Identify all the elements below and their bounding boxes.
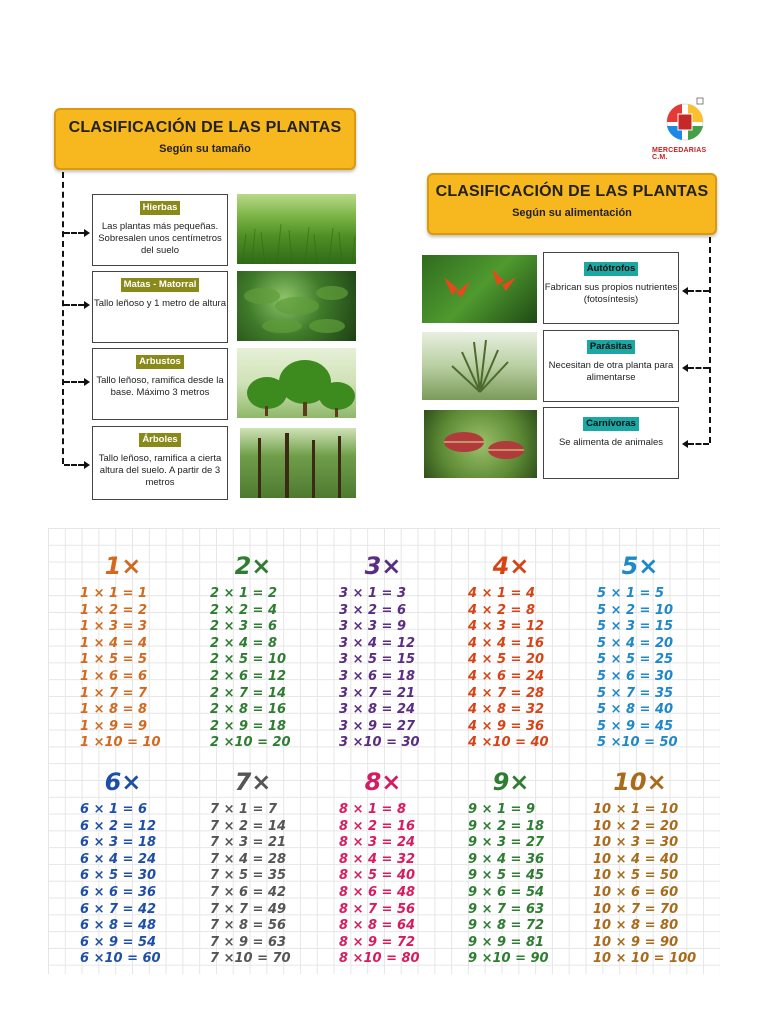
table-10-row: 10 × 2 = 20 xyxy=(593,818,679,834)
table-1-row: 1 ×10 = 10 xyxy=(80,735,161,751)
table-6-row: 6 × 9 = 54 xyxy=(80,934,157,950)
size-text: Tallo leñoso, ramifica a cierta altura del suelo. A partir de 3 metros xyxy=(98,453,222,488)
table-3-row: 3 ×10 = 30 xyxy=(339,735,420,751)
table-3-row: 3 × 3 = 9 xyxy=(339,619,407,635)
table-6-row: 6 × 3 = 18 xyxy=(80,835,157,851)
table-9-row: 9 ×10 = 90 xyxy=(468,951,549,967)
table-5-row: 5 × 7 = 35 xyxy=(597,685,674,701)
table-6-title: 6× xyxy=(104,768,142,796)
table-2-row: 2 × 8 = 16 xyxy=(210,702,287,718)
table-2-row: 2 × 2 = 4 xyxy=(210,602,278,618)
table-7-row: 7 × 9 = 63 xyxy=(210,934,287,950)
table-10-row: 10 × 1 = 10 xyxy=(593,802,679,817)
table-1-row: 1 × 9 = 9 xyxy=(80,718,148,734)
size-text: Tallo leñoso, ramifica desde la base. Máximo 3 metros xyxy=(96,375,224,398)
table-7-row: 7 × 5 = 35 xyxy=(210,868,287,884)
table-5-row: 5 × 3 = 15 xyxy=(597,619,674,635)
table-7-row: 7 × 2 = 14 xyxy=(210,818,287,834)
table-1-title: 1× xyxy=(104,552,142,580)
table-7-row: 7 × 6 = 42 xyxy=(210,885,287,900)
table-5-row: 5 × 9 = 45 xyxy=(597,718,674,734)
table-4-row: 4 × 8 = 32 xyxy=(468,702,545,718)
table-10-row: 10 × 6 = 60 xyxy=(593,885,679,900)
table-5-row: 5 × 1 = 5 xyxy=(597,586,665,601)
table-4-row: 4 × 2 = 8 xyxy=(468,602,536,618)
table-3-row: 3 × 6 = 18 xyxy=(339,669,416,684)
size-tag: Arbustos xyxy=(136,355,184,369)
table-4-row: 4 × 1 = 4 xyxy=(468,586,536,601)
table-4-row: 4 × 4 = 16 xyxy=(468,635,545,651)
food-text: Se alimenta de animales xyxy=(558,437,664,448)
table-6-row: 6 × 2 = 12 xyxy=(80,818,157,834)
table-6-row: 6 × 4 = 24 xyxy=(80,851,157,867)
table-2-title: 2× xyxy=(234,552,272,580)
table-7-row: 7 × 1 = 7 xyxy=(210,802,278,817)
table-1-row: 1 × 2 = 2 xyxy=(80,602,148,618)
table-10-row: 10 × 4 = 40 xyxy=(593,851,679,867)
food-tag: Parásitas xyxy=(587,340,635,354)
table-3-row: 3 × 9 = 27 xyxy=(339,718,416,734)
table-7-row: 7 × 7 = 49 xyxy=(210,901,287,917)
table-2-row: 2 × 7 = 14 xyxy=(210,685,287,701)
table-7-row: 7 × 3 = 21 xyxy=(210,835,287,851)
table-5-row: 5 ×10 = 50 xyxy=(597,735,678,751)
size-text: Tallo leñoso y 1 metro de altura xyxy=(93,298,227,309)
table-1-row: 1 × 6 = 6 xyxy=(80,669,148,684)
table-3-row: 3 × 1 = 3 xyxy=(339,586,407,601)
table-7-row: 7 × 4 = 28 xyxy=(210,851,287,867)
logo-text: MERCEDARIAS C.M. xyxy=(652,147,707,161)
food-text: Fabrican sus propios nutrientes (fotosíntesis) xyxy=(544,282,678,305)
table-6-row: 6 × 8 = 48 xyxy=(80,918,157,934)
table-5-row: 5 × 5 = 25 xyxy=(597,652,674,668)
size-subtitle: Según su tamaño xyxy=(159,143,251,155)
table-1-row: 1 × 1 = 1 xyxy=(80,586,148,601)
table-7-row: 7 ×10 = 70 xyxy=(210,951,291,967)
table-8-row: 8 ×10 = 80 xyxy=(339,951,420,967)
table-10-title: 10× xyxy=(613,768,667,796)
table-10-row: 10 × 8 = 80 xyxy=(593,918,679,934)
table-3-row: 3 × 2 = 6 xyxy=(339,602,407,618)
table-5-title: 5× xyxy=(621,552,659,580)
table-9-row: 9 × 3 = 27 xyxy=(468,835,545,851)
table-6-row: 6 × 7 = 42 xyxy=(80,901,157,917)
size-tag: Árboles xyxy=(139,433,180,447)
table-3-row: 3 × 4 = 12 xyxy=(339,635,416,651)
table-2-row: 2 × 3 = 6 xyxy=(210,619,278,635)
table-2-row: 2 × 5 = 10 xyxy=(210,652,287,668)
table-5-row: 5 × 6 = 30 xyxy=(597,669,674,684)
table-1-row: 1 × 5 = 5 xyxy=(80,652,148,668)
table-9-title: 9× xyxy=(492,768,530,796)
table-9-row: 9 × 7 = 63 xyxy=(468,901,545,917)
table-4-row: 4 × 6 = 24 xyxy=(468,669,545,684)
food-tag: Carnívoras xyxy=(583,417,639,431)
table-10-row: 10 × 10 = 100 xyxy=(593,951,697,967)
size-tag: Matas - Matorral xyxy=(121,278,200,292)
size-text: Las plantas más pequeñas. Sobresalen unos centímetros del suelo xyxy=(98,221,222,256)
table-6-row: 6 ×10 = 60 xyxy=(80,951,161,967)
table-10-row: 10 × 9 = 90 xyxy=(593,934,679,950)
table-8-row: 8 × 5 = 40 xyxy=(339,868,416,884)
table-10-row: 10 × 7 = 70 xyxy=(593,901,679,917)
table-6-row: 6 × 1 = 6 xyxy=(80,802,148,817)
size-title: CLASIFICACIÓN DE LAS PLANTAS xyxy=(68,119,342,136)
size-tag: Hierbas xyxy=(140,201,181,215)
table-6-row: 6 × 6 = 36 xyxy=(80,885,157,900)
table-9-row: 9 × 5 = 45 xyxy=(468,868,545,884)
table-8-row: 8 × 7 = 56 xyxy=(339,901,416,917)
table-2-row: 2 × 6 = 12 xyxy=(210,669,287,684)
table-9-row: 9 × 6 = 54 xyxy=(468,885,545,900)
table-1-row: 1 × 3 = 3 xyxy=(80,619,148,635)
table-5-row: 5 × 4 = 20 xyxy=(597,635,674,651)
table-8-row: 8 × 1 = 8 xyxy=(339,802,407,817)
table-7-row: 7 × 8 = 56 xyxy=(210,918,287,934)
table-9-row: 9 × 2 = 18 xyxy=(468,818,545,834)
table-4-row: 4 × 7 = 28 xyxy=(468,685,545,701)
table-3-row: 3 × 5 = 15 xyxy=(339,652,416,668)
table-8-row: 8 × 9 = 72 xyxy=(339,934,416,950)
table-8-title: 8× xyxy=(364,768,402,796)
food-tag: Autótrofos xyxy=(584,262,639,276)
table-1-row: 1 × 4 = 4 xyxy=(80,635,148,651)
table-1-row: 1 × 8 = 8 xyxy=(80,702,148,718)
table-4-row: 4 × 9 = 36 xyxy=(468,718,545,734)
table-4-row: 4 × 5 = 20 xyxy=(468,652,545,668)
table-4-row: 4 ×10 = 40 xyxy=(468,735,549,751)
table-2-row: 2 × 9 = 18 xyxy=(210,718,287,734)
table-5-row: 5 × 2 = 10 xyxy=(597,602,674,618)
table-2-row: 2 × 1 = 2 xyxy=(210,586,278,601)
table-7-title: 7× xyxy=(234,768,272,796)
food-subtitle: Según su alimentación xyxy=(512,207,632,219)
table-8-row: 8 × 6 = 48 xyxy=(339,885,416,900)
table-5-row: 5 × 8 = 40 xyxy=(597,702,674,718)
table-3-title: 3× xyxy=(364,552,402,580)
table-9-row: 9 × 9 = 81 xyxy=(468,934,545,950)
table-6-row: 6 × 5 = 30 xyxy=(80,868,157,884)
table-8-row: 8 × 2 = 16 xyxy=(339,818,416,834)
table-2-row: 2 ×10 = 20 xyxy=(210,735,291,751)
table-8-row: 8 × 8 = 64 xyxy=(339,918,416,934)
table-3-row: 3 × 8 = 24 xyxy=(339,702,416,718)
table-9-row: 9 × 4 = 36 xyxy=(468,851,545,867)
table-9-row: 9 × 8 = 72 xyxy=(468,918,545,934)
table-4-title: 4× xyxy=(492,552,530,580)
table-3-row: 3 × 7 = 21 xyxy=(339,685,416,701)
table-8-row: 8 × 4 = 32 xyxy=(339,851,416,867)
table-9-row: 9 × 1 = 9 xyxy=(468,802,536,817)
table-2-row: 2 × 4 = 8 xyxy=(210,635,278,651)
table-1-row: 1 × 7 = 7 xyxy=(80,685,148,701)
table-10-row: 10 × 3 = 30 xyxy=(593,835,679,851)
food-title: CLASIFICACIÓN DE LAS PLANTAS xyxy=(435,183,709,200)
food-text: Necesitan de otra planta para alimentarse xyxy=(548,360,674,383)
table-10-row: 10 × 5 = 50 xyxy=(593,868,679,884)
table-8-row: 8 × 3 = 24 xyxy=(339,835,416,851)
table-4-row: 4 × 3 = 12 xyxy=(468,619,545,635)
